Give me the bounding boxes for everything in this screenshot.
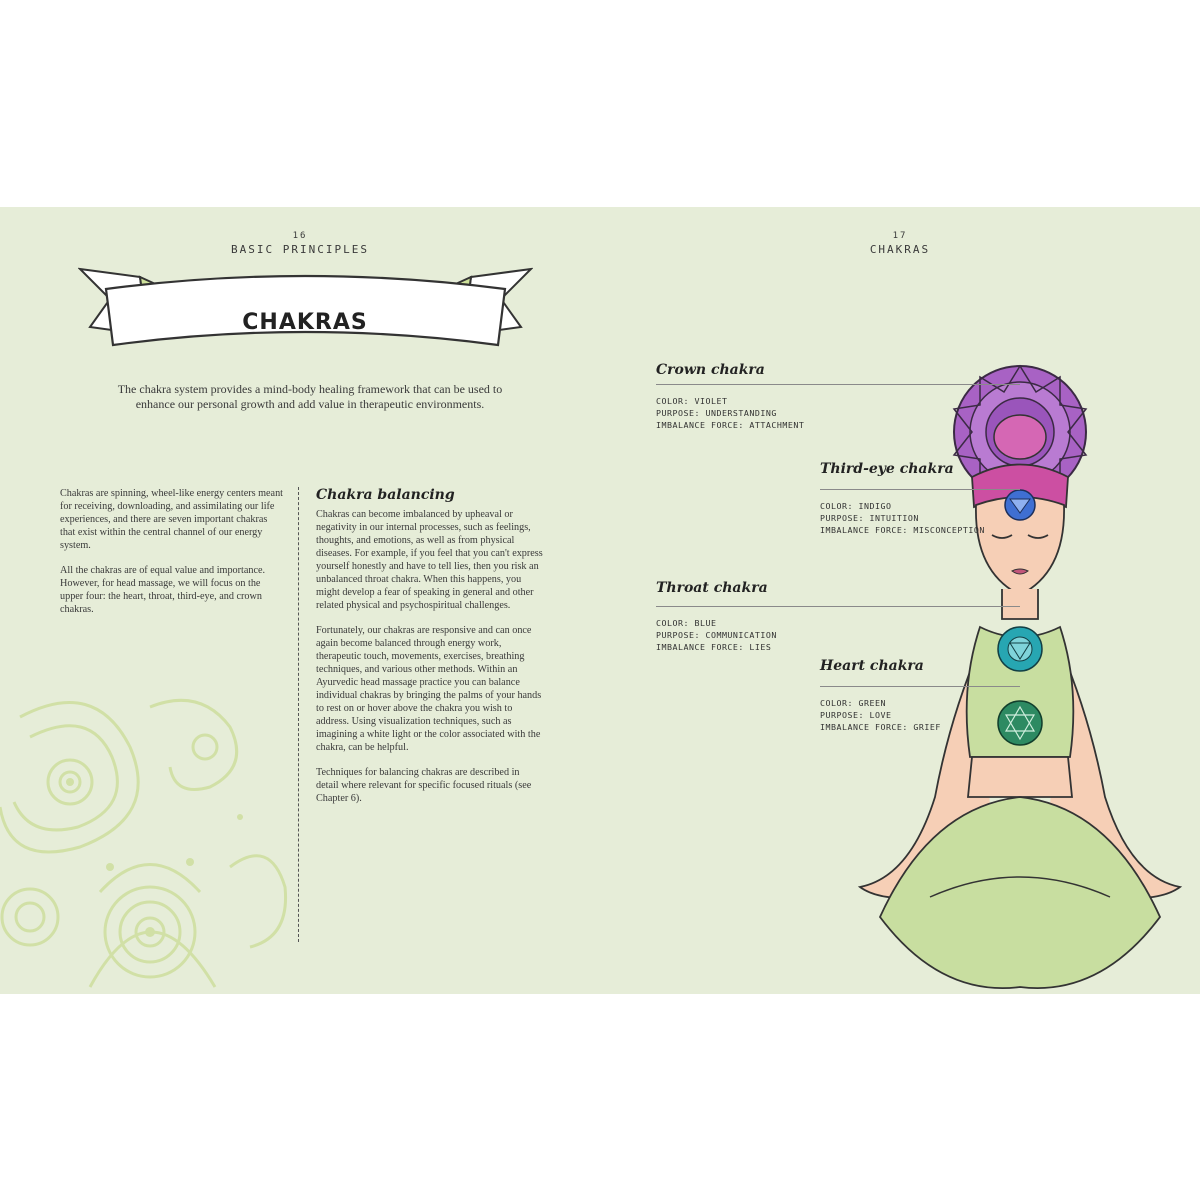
left-paragraph: Chakras are spinning, wheel-like energy centers meant for receiving, downloading, and assimilating our life experiences, and there are seven important chakras that exist within the central channel of our energy system. bbox=[60, 488, 284, 551]
right-running-head bbox=[800, 229, 1000, 257]
balancing-paragraph: Fortunately, our chakras are responsive and can once again become balanced through energy work, therapeutic touch, movements, exercises, breathing techniques, and various other methods. Within an Ayurvedic head massage practice you can balance individual chakras by bringing the palms of your hands to rest on or hover above the chakra you wish to address. Using visualization techniques, such as imagining a white light or the color associated with the chakra, can be helpful. bbox=[316, 625, 542, 753]
third-eye-chakra-rule bbox=[820, 489, 1020, 490]
left-column bbox=[60, 487, 285, 628]
throat-chakra-color: COLOR: BLUE bbox=[656, 618, 717, 628]
third-eye-chakra-color: COLOR: INDIGO bbox=[820, 501, 892, 511]
left-folio-number: 16 bbox=[292, 231, 308, 241]
heart-chakra-rule bbox=[820, 686, 1020, 687]
paisley-ornament bbox=[0, 687, 290, 994]
crown-chakra-color: COLOR: VIOLET bbox=[656, 396, 728, 406]
right-folio-number: 17 bbox=[892, 231, 908, 241]
third-eye-chakra-label: Third-eye chakra bbox=[820, 461, 954, 477]
balancing-paragraph: Chakras can become imbalanced by upheaval or negativity in our internal processes, such as feelings, thoughts, and emotions, as well as from physical diseases. For example, if you feel that you can't express yourself honestly and have to tell lies, then you risk an unbalanced throat chakra. When this happens, you might develop a fear of speaking in general and other related physical and psychospiritual challenges. bbox=[316, 509, 543, 611]
third-eye-chakra-imbalance: IMBALANCE FORCE: MISCONCEPTION bbox=[820, 525, 985, 535]
heart-chakra-label: Heart chakra bbox=[820, 658, 924, 674]
chakra-balancing-heading: Chakra balancing bbox=[316, 487, 455, 503]
heart-chakra-purpose: PURPOSE: LOVE bbox=[820, 710, 892, 720]
page-title: CHAKRAS bbox=[242, 310, 368, 335]
throat-chakra-label: Throat chakra bbox=[656, 580, 768, 596]
right-running-head-text: CHAKRAS bbox=[869, 243, 931, 256]
crown-chakra-rule bbox=[656, 384, 1020, 385]
throat-chakra-icon bbox=[998, 627, 1042, 671]
crown-chakra-purpose: PURPOSE: UNDERSTANDING bbox=[656, 408, 777, 418]
heart-chakra-icon bbox=[998, 701, 1042, 745]
throat-chakra-imbalance: IMBALANCE FORCE: LIES bbox=[656, 642, 772, 652]
book-spread bbox=[0, 207, 1200, 994]
third-eye-chakra-details bbox=[820, 500, 985, 536]
heart-chakra-imbalance: IMBALANCE FORCE: GRIEF bbox=[820, 722, 941, 732]
third-eye-chakra-icon bbox=[1005, 490, 1035, 520]
right-column bbox=[316, 489, 544, 817]
throat-chakra-rule bbox=[656, 606, 1020, 607]
intro-text: The chakra system provides a mind-body healing framework that can be used to enhance our personal growth and add value in therapeutic environments. bbox=[117, 382, 503, 411]
crown-chakra-label: Crown chakra bbox=[656, 362, 765, 378]
left-paragraph: All the chakras are of equal value and importance. However, for head massage, we will focus on the upper four: the heart, throat, third-eye, and crown chakras. bbox=[60, 565, 266, 615]
heart-chakra-details bbox=[820, 697, 941, 733]
balancing-paragraph: Techniques for balancing chakras are described in detail where relevant for specific focused rituals (see Chapter 6). bbox=[316, 767, 532, 804]
heart-chakra-color: COLOR: GREEN bbox=[820, 698, 886, 708]
meditating-woman-illustration bbox=[840, 357, 1200, 994]
crown-chakra-imbalance: IMBALANCE FORCE: ATTACHMENT bbox=[656, 420, 805, 430]
left-running-head-text: BASIC PRINCIPLES bbox=[231, 243, 369, 256]
throat-chakra-purpose: PURPOSE: COMMUNICATION bbox=[656, 630, 777, 640]
title-ribbon-banner bbox=[78, 247, 533, 367]
crown-chakra-details bbox=[656, 395, 804, 431]
throat-chakra-details bbox=[656, 617, 777, 653]
third-eye-chakra-purpose: PURPOSE: INTUITION bbox=[820, 513, 919, 523]
column-divider bbox=[298, 487, 299, 942]
